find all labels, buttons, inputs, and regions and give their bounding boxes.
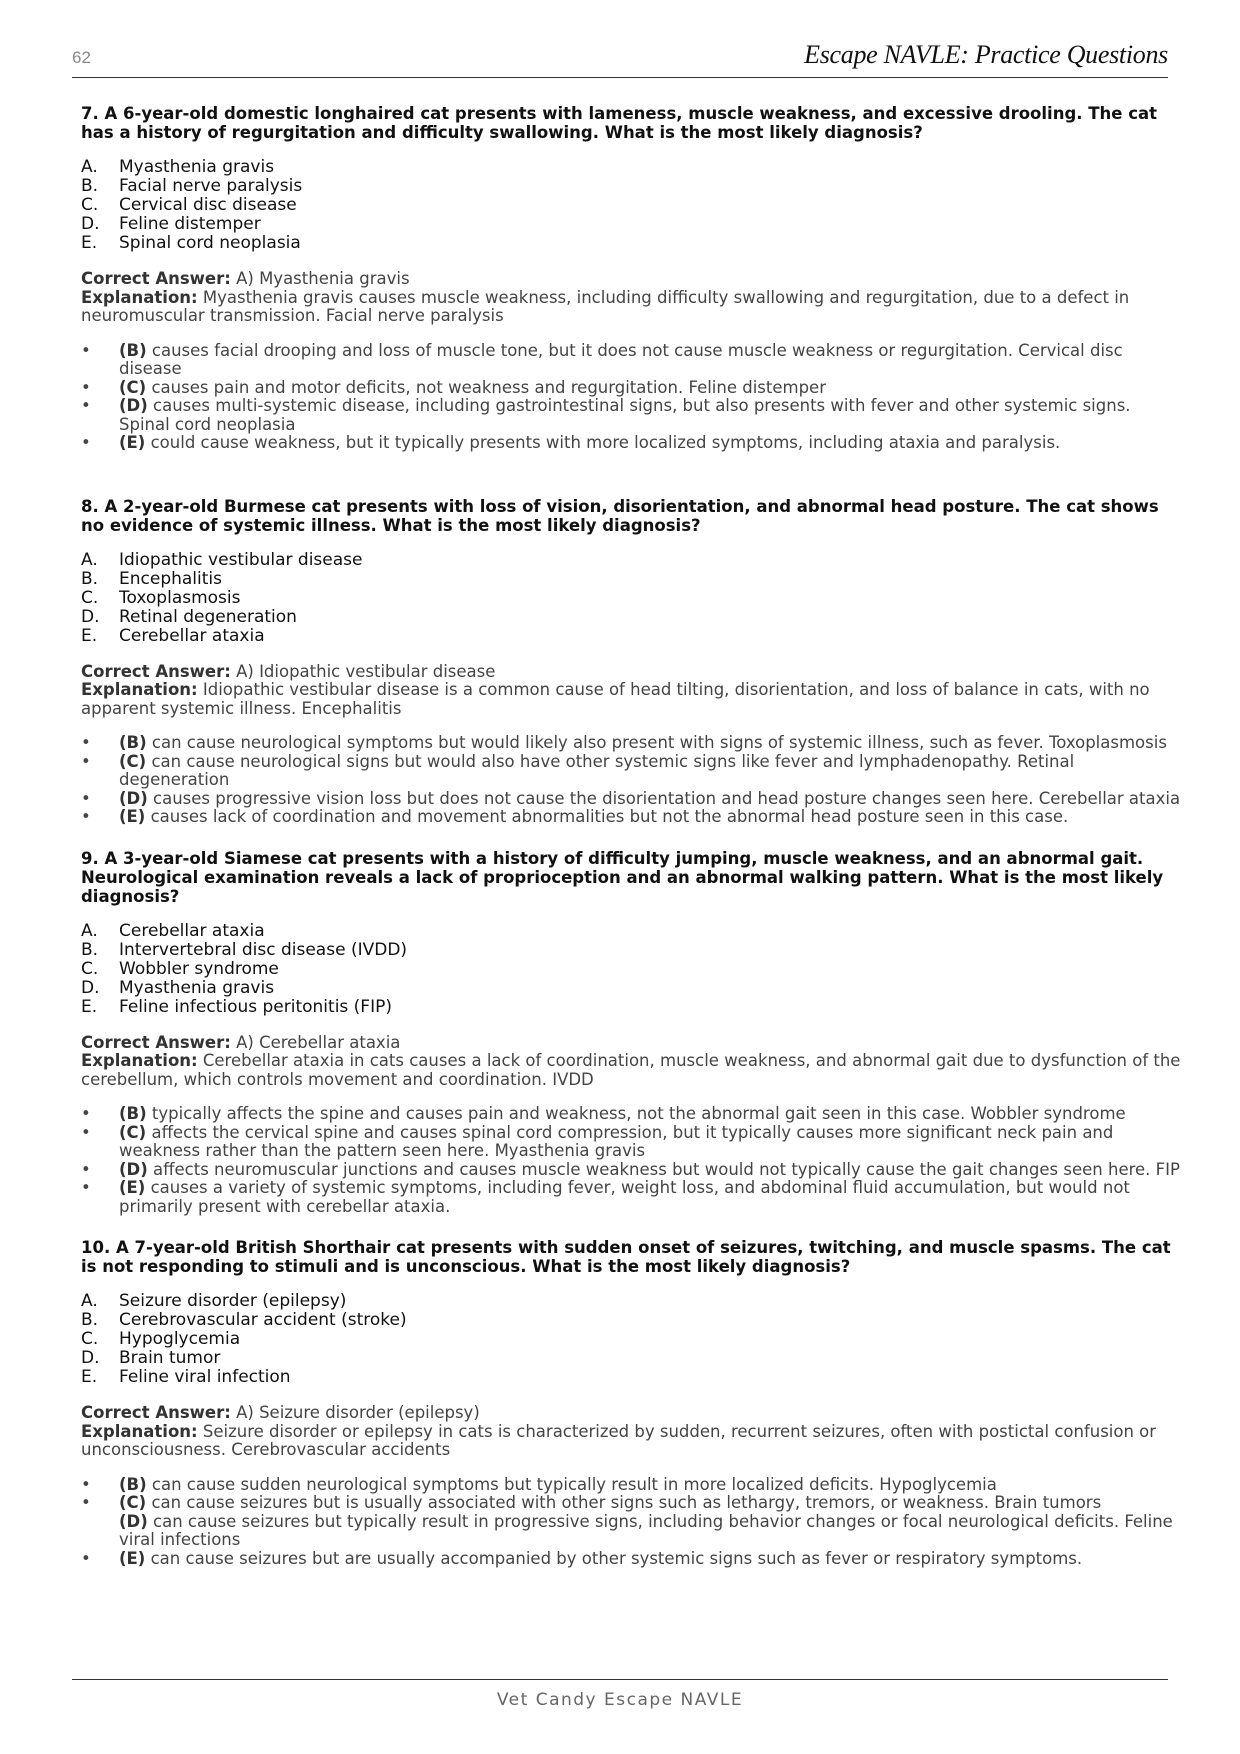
distractor-code: (D) [119, 1511, 148, 1531]
option-text: Cerebellar ataxia [119, 625, 265, 646]
distractor-item [81, 1105, 1181, 1124]
distractor-code: (D) [119, 788, 148, 808]
option-text: Feline infectious peritonitis (FIP) [119, 996, 392, 1017]
bullet-icon: • [81, 433, 91, 452]
bullet-icon: • [81, 377, 91, 397]
distractor-code: (B) [119, 733, 147, 752]
option-text: Seizure disorder (epilepsy) [119, 1291, 347, 1311]
distractor-explanation: causes a variety of systemic symptoms, including fever, weight loss, and abdominal fluid accumulation, but would not primarily present with cerebellar ataxia. [119, 1178, 1130, 1216]
correct-answer [81, 1404, 1181, 1423]
option-text: Retinal degeneration [119, 606, 297, 627]
explanation-label: Explanation: [81, 287, 198, 307]
explanation-label: Explanation: [81, 1421, 198, 1441]
answer-option [81, 1330, 1181, 1349]
distractor-code: (B) [119, 1474, 147, 1494]
answer-option [81, 589, 1181, 608]
distractor-explanation: causes multi-systemic disease, including gastrointestinal signs, but also presents with fever and other systemic signs. Spinal cord neoplasia [119, 396, 1131, 434]
answer-options [81, 1292, 1181, 1387]
distractor-explanation: could cause weakness, but it typically presents with more localized symptoms, including ataxia and paralysis. [150, 433, 1061, 452]
explanation-text: Cerebellar ataxia in cats causes a lack of coordination, muscle weakness, and abnormal gait due to dysfunction of the cerebellum, which controls movement and coordination. IVDD [81, 1051, 1181, 1089]
distractor-code: (D) [119, 1159, 148, 1179]
option-text: Myasthenia gravis [119, 977, 275, 998]
bullet-icon: • [81, 340, 91, 360]
bullet-icon: • [81, 1178, 91, 1197]
answer-option [81, 177, 1181, 196]
option-letter: B. [81, 176, 99, 196]
answer-option [81, 960, 1181, 979]
distractor-item [81, 434, 1181, 453]
option-letter: C. [81, 195, 99, 215]
option-text: Facial nerve paralysis [119, 176, 303, 196]
distractor-text [119, 1494, 1101, 1513]
answer-option [81, 551, 1181, 570]
explanation-text: Myasthenia gravis causes muscle weakness, including difficulty swallowing and regurgitation, due to a defect in neuromuscular transmission. Facial nerve paralysis [81, 287, 1130, 325]
distractor-explanation: affects neuromuscular junctions and causes muscle weakness but would not typically cause the gait changes seen here. FIP [153, 1159, 1180, 1179]
distractor-code: (C) [119, 1493, 147, 1512]
distractor-item [81, 342, 1181, 379]
distractor-text [119, 734, 1167, 753]
distractor-text [119, 808, 1068, 827]
correct-answer [81, 1034, 1181, 1053]
distractor-item [81, 1124, 1181, 1161]
option-letter: E. [81, 625, 98, 646]
explanation [81, 1052, 1181, 1089]
distractor-explanation: can cause neurological signs but would also have other systemic signs like fever and lymphadenopathy. Retinal degeneration [119, 751, 1075, 789]
distractor-code: (E) [119, 1548, 146, 1568]
correct-answer [81, 270, 1181, 289]
option-text: Wobbler syndrome [119, 958, 279, 979]
explanation [81, 681, 1181, 718]
answer-options [81, 158, 1181, 253]
option-letter: D. [81, 606, 100, 627]
distractor-code: (C) [119, 1122, 147, 1142]
distractor-text [119, 434, 1060, 453]
distractor-text [119, 753, 1181, 790]
correct-answer-value: A) Myasthenia gravis [236, 269, 410, 288]
answer-option [81, 608, 1181, 627]
distractor-explanation: causes pain and motor deficits, not weakness and regurgitation. Feline distemper [151, 377, 826, 397]
answer-option [81, 234, 1181, 253]
option-letter: D. [81, 1348, 100, 1368]
correct-answer-label: Correct Answer: [81, 661, 231, 681]
distractor-explanation: causes lack of coordination and movement abnormalities but not the abnormal head posture seen in this case. [150, 807, 1069, 826]
bullet-icon: • [81, 1122, 91, 1142]
bullet-icon [81, 1513, 119, 1550]
distractor-list [81, 734, 1181, 827]
option-text: Toxoplasmosis [119, 587, 241, 608]
option-text: Intervertebral disc disease (IVDD) [119, 939, 408, 960]
option-letter: E. [81, 233, 98, 253]
question-block [81, 849, 1181, 1217]
explanation-label: Explanation: [81, 1051, 198, 1070]
distractor-explanation: typically affects the spine and causes pain and weakness, not the abnormal gait seen in this case. Wobbler syndrome [151, 1104, 1126, 1123]
distractor-explanation: can cause neurological symptoms but would likely also present with signs of systemic illness, such as fever. Toxoplasmosis [151, 733, 1167, 752]
answer-option [81, 627, 1181, 646]
explanation-label: Explanation: [81, 680, 198, 699]
bullet-icon: • [81, 1493, 91, 1512]
distractor-item [81, 734, 1181, 753]
option-letter: D. [81, 214, 100, 234]
question-text: 9. A 3-year-old Siamese cat presents with a history of difficulty jumping, muscle weakness, and an abnormal gait. Neurological examination reveals a lack of proprioception and an abnormal walking pattern. What is the most likely diagnosis? [81, 848, 1164, 906]
bullet-icon: • [81, 396, 91, 415]
answer-option [81, 570, 1181, 589]
explanation-text: Idiopathic vestibular disease is a common cause of head tilting, disorientation, and loss of balance in cats, with no apparent systemic illness. Encephalitis [81, 680, 1150, 718]
answer-option [81, 941, 1181, 960]
distractor-code: (D) [119, 396, 148, 415]
option-text: Cervical disc disease [119, 195, 297, 215]
bullet-icon: • [81, 807, 91, 826]
distractor-item [81, 1550, 1181, 1569]
distractor-list [81, 342, 1181, 453]
distractor-explanation: can cause sudden neurological symptoms but typically result in more localized deficits. Hypoglycemia [151, 1474, 997, 1494]
option-text: Cerebrovascular accident (stroke) [119, 1310, 407, 1330]
answer-option [81, 1311, 1181, 1330]
explanation-text: Seizure disorder or epilepsy in cats is characterized by sudden, recurrent seizures, often with postictal confusion or unconsciousness. Cerebrovascular accidents [81, 1421, 1157, 1459]
distractor-text [119, 1124, 1181, 1161]
bullet-icon: • [81, 1104, 91, 1123]
answer-option [81, 1368, 1181, 1387]
distractor-item [81, 808, 1181, 827]
footer-text: Vet Candy Escape NAVLE [496, 1690, 744, 1710]
answer-option [81, 922, 1181, 941]
bullet-icon: • [81, 1548, 91, 1568]
distractor-code: (B) [119, 1104, 147, 1123]
distractor-code: (B) [119, 340, 147, 360]
option-letter: B. [81, 1310, 99, 1330]
option-text: Myasthenia gravis [119, 157, 275, 177]
bullet-icon: • [81, 1474, 91, 1494]
answer-options [81, 551, 1181, 646]
correct-answer-label: Correct Answer: [81, 1403, 231, 1422]
distractor-text [119, 1161, 1180, 1180]
bullet-icon: • [81, 788, 91, 808]
distractor-item [81, 790, 1181, 809]
answer-option [81, 1292, 1181, 1311]
distractor-code: (C) [119, 751, 147, 771]
distractor-item [81, 753, 1181, 790]
distractor-item [81, 1513, 1181, 1550]
option-text: Idiopathic vestibular disease [119, 549, 363, 570]
option-letter: D. [81, 977, 100, 998]
distractor-item [81, 379, 1181, 398]
bullet-icon: • [81, 751, 91, 771]
answer-option [81, 158, 1181, 177]
header-divider [72, 77, 1168, 78]
option-letter: E. [81, 996, 98, 1017]
distractor-text [119, 1179, 1181, 1216]
explanation [81, 1423, 1181, 1460]
option-text: Hypoglycemia [119, 1329, 241, 1349]
distractor-list [81, 1105, 1181, 1216]
distractor-text [119, 1513, 1181, 1550]
distractor-text [119, 790, 1180, 809]
option-letter: C. [81, 958, 99, 979]
distractor-item [81, 1179, 1181, 1216]
distractor-explanation: can cause seizures but are usually accompanied by other systemic signs such as fever or respiratory symptoms. [150, 1548, 1083, 1568]
answer-option [81, 196, 1181, 215]
option-text: Encephalitis [119, 568, 222, 589]
distractor-code: (E) [119, 1178, 146, 1197]
question-block [81, 497, 1181, 827]
distractor-item [81, 1476, 1181, 1495]
answer-option [81, 979, 1181, 998]
bullet-icon: • [81, 1159, 91, 1179]
option-text: Feline distemper [119, 214, 261, 234]
distractor-explanation: causes progressive vision loss but does not cause the disorientation and head posture changes seen here. Cerebellar ataxia [153, 788, 1181, 808]
distractor-explanation: can cause seizures but typically result in progressive signs, including behavior changes or focal neurological deficits. Feline viral infections [119, 1511, 1173, 1549]
correct-answer-label: Correct Answer: [81, 269, 231, 288]
distractor-text [119, 1476, 997, 1495]
distractor-text [119, 342, 1181, 379]
distractor-explanation: can cause seizures but is usually associated with other signs such as lethargy, tremors, or weakness. Brain tumors [151, 1493, 1102, 1512]
distractor-item [81, 1494, 1181, 1513]
option-text: Feline viral infection [119, 1367, 291, 1387]
footer-divider [72, 1679, 1168, 1680]
distractor-text [119, 1105, 1126, 1124]
option-letter: B. [81, 939, 99, 960]
questions-content [81, 104, 1181, 1582]
option-letter: A. [81, 920, 98, 941]
answer-options [81, 922, 1181, 1017]
distractor-code: (C) [119, 377, 147, 397]
distractor-text [119, 397, 1181, 434]
answer-option [81, 998, 1181, 1017]
distractor-text [119, 1550, 1082, 1569]
option-letter: A. [81, 157, 98, 177]
distractor-code: (E) [119, 807, 146, 826]
answer-option [81, 215, 1181, 234]
page-header-title: Escape NAVLE: Practice Questions [804, 40, 1168, 69]
option-text: Brain tumor [119, 1348, 221, 1368]
distractor-item [81, 1161, 1181, 1180]
correct-answer-label: Correct Answer: [81, 1032, 231, 1052]
correct-answer-value: A) Cerebellar ataxia [236, 1032, 401, 1052]
question-block [81, 104, 1181, 453]
distractor-explanation: affects the cervical spine and causes spinal cord compression, but it typically causes more significant neck pain and weakness rather than the pattern seen here. Myasthenia gravis [119, 1122, 1114, 1160]
option-letter: B. [81, 568, 99, 589]
option-letter: E. [81, 1367, 98, 1387]
option-text: Cerebellar ataxia [119, 920, 265, 941]
correct-answer-value: A) Seizure disorder (epilepsy) [236, 1403, 480, 1422]
distractor-text [119, 379, 826, 398]
question-text: 8. A 2-year-old Burmese cat presents with loss of vision, disorientation, and abnormal head posture. The cat shows no evidence of systemic illness. What is the most likely diagnosis? [81, 496, 1159, 535]
distractor-list [81, 1476, 1181, 1569]
option-letter: C. [81, 1329, 99, 1349]
question-block [81, 1238, 1181, 1568]
correct-answer [81, 663, 1181, 682]
distractor-code: (E) [119, 433, 146, 452]
question-text: 7. A 6-year-old domestic longhaired cat presents with lameness, muscle weakness, and excessive drooling. The cat has a history of regurgitation and difficulty swallowing. What is the most likely diagnosis? [81, 104, 1158, 142]
question-text: 10. A 7-year-old British Shorthair cat presents with sudden onset of seizures, twitching, and muscle spasms. The cat is not responding to stimuli and is unconscious. What is the most likely diagnosis? [81, 1238, 1171, 1276]
distractor-item [81, 397, 1181, 434]
bullet-icon: • [81, 733, 91, 752]
answer-option [81, 1349, 1181, 1368]
option-letter: A. [81, 549, 98, 570]
correct-answer-value: A) Idiopathic vestibular disease [236, 661, 496, 681]
explanation [81, 289, 1181, 326]
option-letter: A. [81, 1291, 98, 1311]
page-number: 62 [72, 48, 91, 67]
distractor-explanation: causes facial drooping and loss of muscle tone, but it does not cause muscle weakness or regurgitation. Cervical disc disease [119, 340, 1123, 378]
option-letter: C. [81, 587, 99, 608]
option-text: Spinal cord neoplasia [119, 233, 301, 253]
